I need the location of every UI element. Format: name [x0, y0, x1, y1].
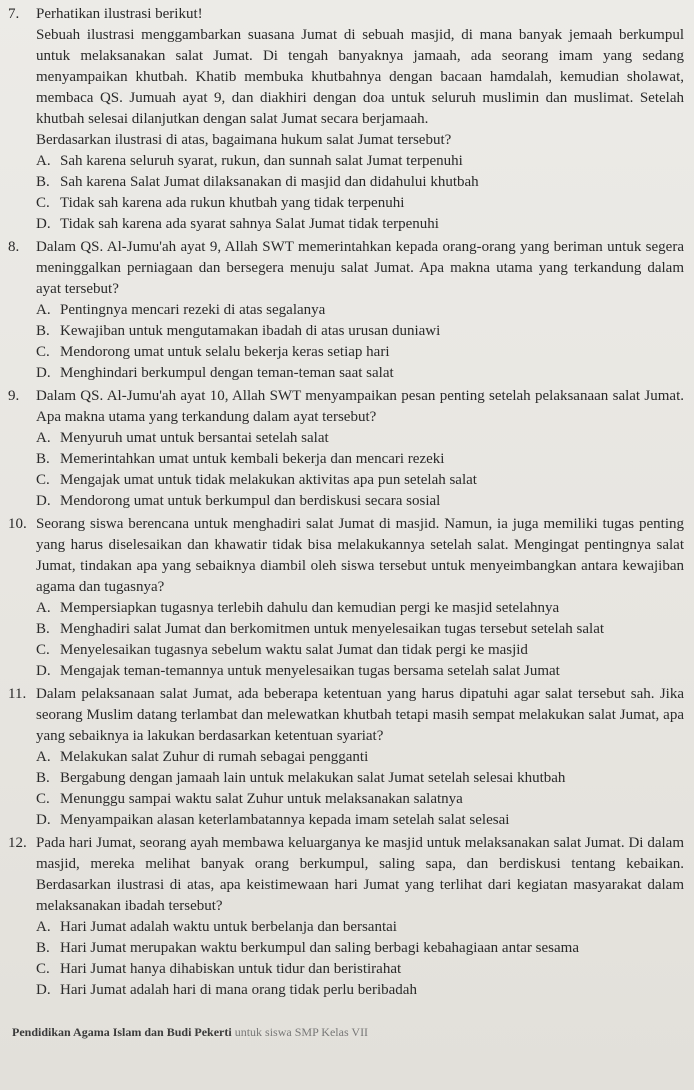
- question-passage: Sebuah ilustrasi menggambarkan suasana Jumat di sebuah masjid, di mana banyak jemaah berkumpul untuk melaksanakan salat Jumat. Di tengah banyaknya jamaah, ada seorang imam yang sedang menyampaikan khutbah. Khatib membuka khutbahnya dengan bacaan hamdalah, kemudian sholawat, membaca QS. Jumuah ayat 9, dan diakhiri dengan doa untuk seluruh muslimin dan muslimat. Setelah khutbah selesai dilanjutkan dengan salat Jumat secara berjamaah.: [36, 27, 684, 127]
- option-letter: C.: [36, 791, 50, 807]
- option-letter: A.: [36, 749, 51, 765]
- options-list: [36, 300, 684, 384]
- question-stimulus: Seorang siswa berencana untuk menghadiri salat Jumat di masjid. Namun, ia juga memiliki tugas penting yang harus diselesaikan dan khawatir tidak bisa melakukannya setelah salat. Mengingat pentingnya salat Jumat, tindakan apa yang sebaiknya diambil oleh siswa tersebut untuk menyeimbangkan antara kewajiban agama dan tugasnya?: [36, 516, 684, 595]
- option-d[interactable]: [36, 810, 684, 831]
- option-letter: D.: [36, 493, 51, 509]
- book-title: Pendidikan Agama Islam dan Budi Pekerti: [12, 1025, 232, 1039]
- option-d[interactable]: [36, 661, 684, 682]
- option-text: Pentingnya mencari rezeki di atas segalanya: [60, 302, 326, 318]
- option-b[interactable]: [36, 449, 684, 470]
- question-9: [8, 386, 684, 512]
- question-stimulus: Dalam pelaksanaan salat Jumat, ada beberapa ketentuan yang harus dipatuhi agar salat tersebut sah. Jika seorang Muslim datang terlambat dan melewatkan khutbah tetapi masih sempat melakukan salat Jumat, apa yang sebaiknya ia lakukan berdasarkan ketentuan syariat?: [36, 686, 684, 744]
- option-text: Mengajak teman-temannya untuk menyelesaikan tugas bersama setelah salat Jumat: [60, 663, 560, 679]
- option-d[interactable]: [36, 363, 684, 384]
- option-text: Mempersiapkan tugasnya terlebih dahulu dan kemudian pergi ke masjid setelahnya: [60, 600, 560, 616]
- option-letter: C.: [36, 961, 50, 977]
- question-number: 12.: [8, 835, 27, 851]
- book-subtitle: untuk siswa SMP Kelas VII: [234, 1025, 369, 1039]
- question-11: [8, 684, 684, 831]
- option-letter: B.: [36, 621, 50, 637]
- option-c[interactable]: [36, 959, 684, 980]
- option-text: Mengajak umat untuk tidak melakukan aktivitas apa pun setelah salat: [60, 472, 477, 488]
- option-letter: A.: [36, 600, 51, 616]
- option-letter: B.: [36, 770, 50, 786]
- option-d[interactable]: [36, 214, 684, 235]
- option-a[interactable]: [36, 598, 684, 619]
- option-text: Mendorong umat untuk selalu bekerja keras setiap hari: [60, 344, 390, 360]
- option-text: Mendorong umat untuk berkumpul dan berdiskusi secara sosial: [60, 493, 441, 509]
- options-list: [36, 747, 684, 831]
- option-letter: B.: [36, 323, 50, 339]
- option-letter: D.: [36, 216, 51, 232]
- question-number: 7.: [8, 6, 20, 22]
- option-text: Tidak sah karena ada rukun khutbah yang tidak terpenuhi: [60, 195, 405, 211]
- option-letter: B.: [36, 940, 50, 956]
- option-text: Tidak sah karena ada syarat sahnya Salat Jumat tidak terpenuhi: [60, 216, 439, 232]
- question-stimulus: Dalam QS. Al-Jumu'ah ayat 10, Allah SWT menyampaikan pesan penting setelah pelaksanaan salat Jumat. Apa makna utama yang terkandung dalam ayat tersebut?: [36, 388, 684, 425]
- options-list: [36, 428, 684, 512]
- option-text: Hari Jumat merupakan waktu berkumpul dan saling berbagi kebahagiaan antar sesama: [60, 940, 579, 956]
- option-letter: D.: [36, 982, 51, 998]
- option-b[interactable]: [36, 619, 684, 640]
- option-letter: C.: [36, 642, 50, 658]
- option-text: Menyampaikan alasan keterlambatannya kepada imam setelah salat selesai: [60, 812, 510, 828]
- option-d[interactable]: [36, 491, 684, 512]
- question-stimulus: Pada hari Jumat, seorang ayah membawa keluarganya ke masjid untuk melaksanakan salat Jumat. Di dalam masjid, mereka melihat banyak orang berkumpul, saling sapa, dan berdiskusi tentang kebaikan. Berdasarkan ilustrasi di atas, apa keistimewaan hari Jumat yang terlihat dari kegiatan masyarakat dalam melaksanakan ibadah tersebut?: [36, 835, 684, 914]
- option-text: Bergabung dengan jamaah lain untuk melakukan salat Jumat setelah selesai khutbah: [60, 770, 566, 786]
- option-a[interactable]: [36, 151, 684, 172]
- option-text: Menghindari berkumpul dengan teman-teman saat salat: [60, 365, 394, 381]
- question-12: [8, 833, 684, 1001]
- options-list: [36, 151, 684, 235]
- option-a[interactable]: [36, 428, 684, 449]
- question-7: [8, 4, 684, 235]
- option-letter: A.: [36, 919, 51, 935]
- option-letter: A.: [36, 153, 51, 169]
- option-letter: C.: [36, 472, 50, 488]
- option-c[interactable]: [36, 470, 684, 491]
- option-b[interactable]: [36, 321, 684, 342]
- option-c[interactable]: [36, 640, 684, 661]
- option-text: Menghadiri salat Jumat dan berkomitmen untuk menyelesaikan tugas tersebut setelah salat: [60, 621, 605, 637]
- question-number: 8.: [8, 239, 20, 255]
- question-number: 10.: [8, 516, 27, 532]
- question-stimulus: Dalam QS. Al-Jumu'ah ayat 9, Allah SWT memerintahkan kepada orang-orang yang beriman untuk segera meninggalkan perniagaan dan bersegera menuju salat Jumat. Apa makna utama yang terkandung dalam ayat tersebut?: [36, 239, 684, 297]
- option-text: Hari Jumat adalah hari di mana orang tidak perlu beribadah: [60, 982, 417, 998]
- option-letter: A.: [36, 430, 51, 446]
- option-text: Menyelesaikan tugasnya sebelum waktu salat Jumat dan tidak pergi ke masjid: [60, 642, 528, 658]
- option-letter: A.: [36, 302, 51, 318]
- option-text: Sah karena Salat Jumat dilaksanakan di masjid dan didahului khutbah: [60, 174, 479, 190]
- option-a[interactable]: [36, 917, 684, 938]
- option-b[interactable]: [36, 172, 684, 193]
- option-text: Melakukan salat Zuhur di rumah sebagai pengganti: [60, 749, 369, 765]
- question-stimulus: Perhatikan ilustrasi berikut!: [36, 6, 203, 22]
- option-d[interactable]: [36, 980, 684, 1001]
- option-letter: C.: [36, 344, 50, 360]
- option-text: Hari Jumat hanya dihabiskan untuk tidur dan beristirahat: [60, 961, 402, 977]
- option-b[interactable]: [36, 938, 684, 959]
- question-number: 11.: [8, 686, 27, 702]
- option-letter: C.: [36, 195, 50, 211]
- option-text: Menunggu sampai waktu salat Zuhur untuk melaksanakan salatnya: [60, 791, 463, 807]
- options-list: [36, 598, 684, 682]
- option-letter: D.: [36, 663, 51, 679]
- option-b[interactable]: [36, 768, 684, 789]
- option-text: Sah karena seluruh syarat, rukun, dan sunnah salat Jumat terpenuhi: [60, 153, 463, 169]
- option-c[interactable]: [36, 789, 684, 810]
- option-a[interactable]: [36, 300, 684, 321]
- question-prompt: Berdasarkan ilustrasi di atas, bagaimana hukum salat Jumat tersebut?: [36, 132, 452, 148]
- option-letter: D.: [36, 365, 51, 381]
- option-c[interactable]: [36, 342, 684, 363]
- question-10: [8, 514, 684, 682]
- question-number: 9.: [8, 388, 20, 404]
- option-letter: B.: [36, 174, 50, 190]
- question-8: [8, 237, 684, 384]
- option-text: Memerintahkan umat untuk kembali bekerja dan mencari rezeki: [60, 451, 445, 467]
- page-footer: [12, 1025, 368, 1040]
- option-letter: D.: [36, 812, 51, 828]
- option-letter: B.: [36, 451, 50, 467]
- option-text: Hari Jumat adalah waktu untuk berbelanja dan bersantai: [60, 919, 397, 935]
- option-a[interactable]: [36, 747, 684, 768]
- option-text: Menyuruh umat untuk bersantai setelah salat: [60, 430, 329, 446]
- options-list: [36, 917, 684, 1001]
- option-c[interactable]: [36, 193, 684, 214]
- option-text: Kewajiban untuk mengutamakan ibadah di atas urusan duniawi: [60, 323, 441, 339]
